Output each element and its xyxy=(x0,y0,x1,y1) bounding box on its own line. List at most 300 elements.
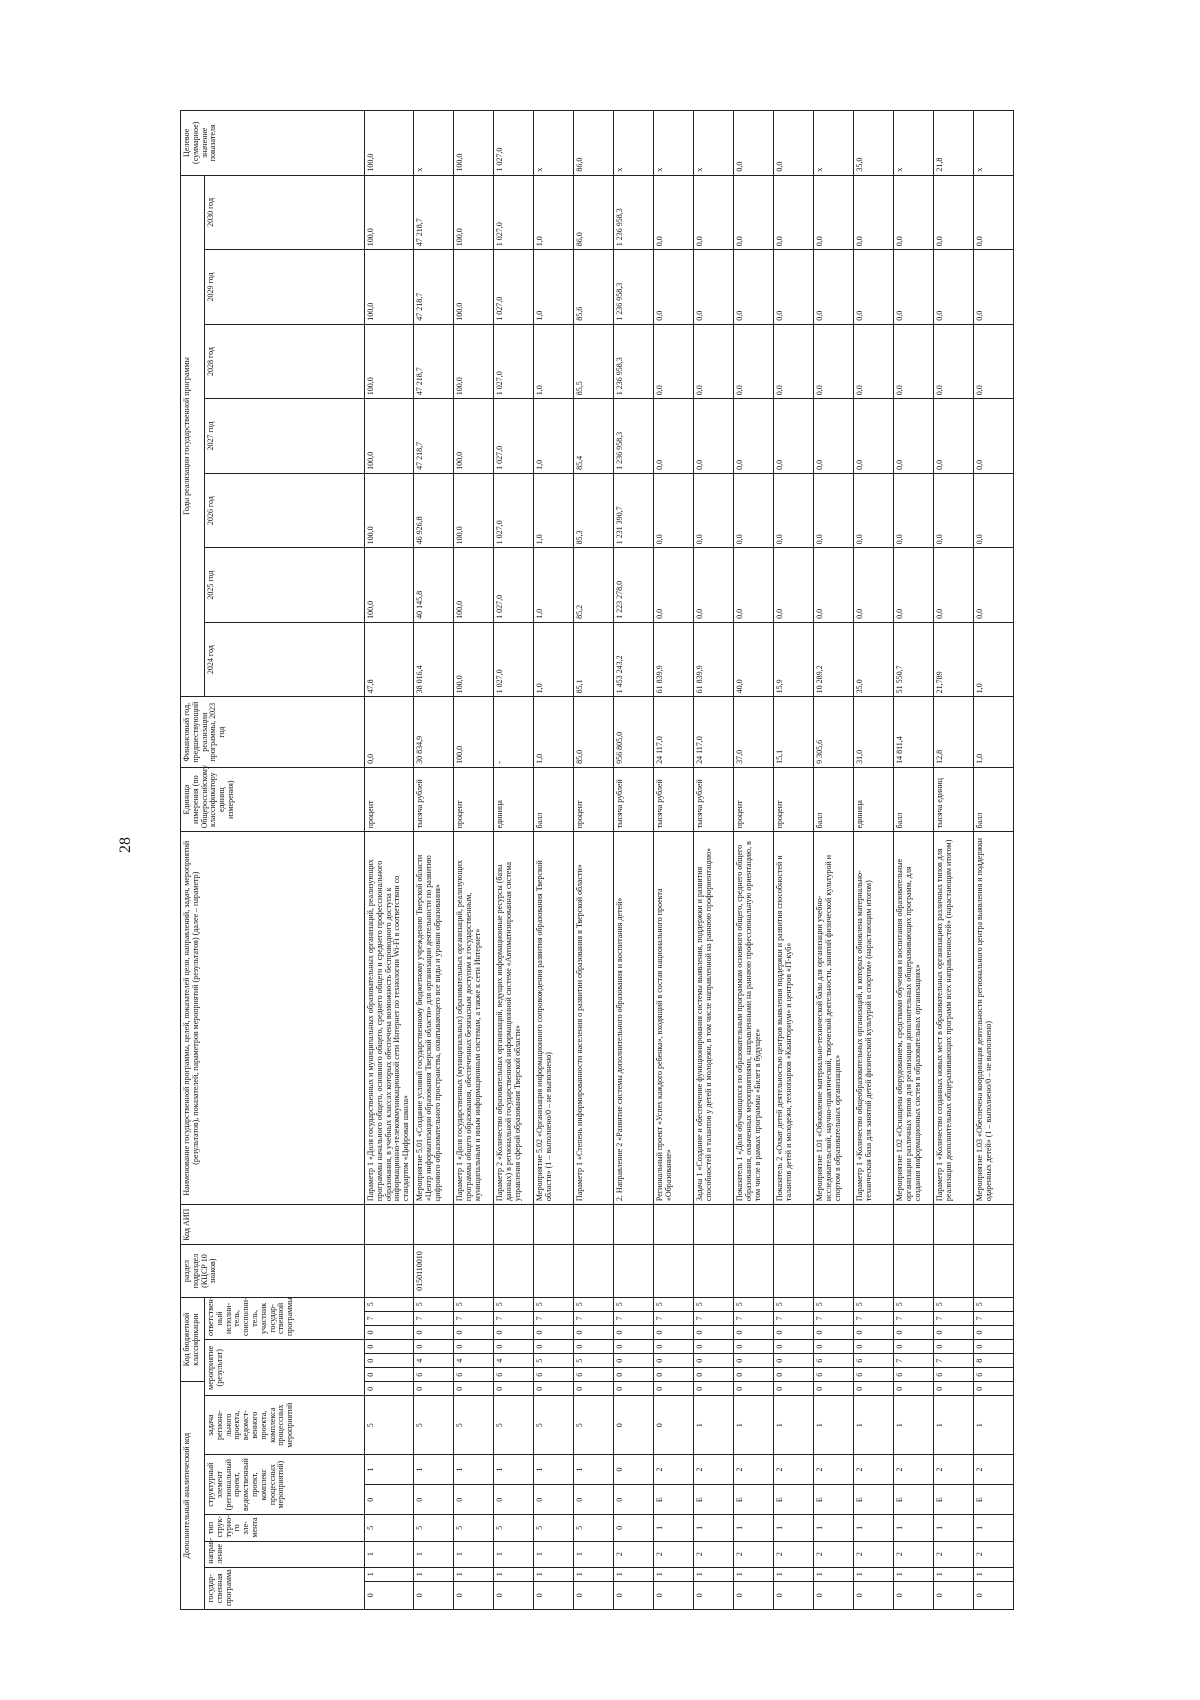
year-value: 1,0 xyxy=(533,175,573,250)
year-value: 0,0 xyxy=(693,250,733,325)
gp-code-b: 1 xyxy=(493,1567,533,1581)
measure-code-c: 7 xyxy=(933,1354,973,1368)
measure-code-a: 0 xyxy=(733,1382,773,1396)
year-value: 0,0 xyxy=(733,473,773,548)
admin-code-c: 5 xyxy=(453,1297,493,1311)
kcsr-code xyxy=(493,1245,533,1297)
row-target: 1 027,0 xyxy=(493,111,533,176)
year-value: 1 027,0 xyxy=(493,175,533,250)
year-value: 0,0 xyxy=(733,548,773,623)
year-value: 85,4 xyxy=(573,399,613,474)
year-value: 0,0 xyxy=(933,250,973,325)
year-value: 1 027,0 xyxy=(493,548,533,623)
gp-code-a: 0 xyxy=(653,1581,693,1609)
row-name: Мероприятие 1.01 «Обновление материально-технической базы для организации учебно-исследовательской, научно-практической, творческой деятельности, занятий физической культурой и спортом в образовательных организациях» xyxy=(813,832,853,1205)
gp-code-b: 1 xyxy=(693,1567,733,1581)
year-value: 1,0 xyxy=(533,548,573,623)
gp-code-b: 1 xyxy=(773,1567,813,1581)
measure-code-c: 0 xyxy=(613,1354,653,1368)
row-fin-value: 9 305,6 xyxy=(813,697,853,768)
aip-code xyxy=(973,1205,1013,1245)
row-name: Мероприятие 5.02 «Организация информационного сопровождения развития образования Тверской области» (1 – выполнено/0 – не выполнено) xyxy=(533,832,573,1205)
year-value: 0,0 xyxy=(973,399,1013,474)
measure-code-a: 0 xyxy=(693,1382,733,1396)
measure-code-d: 0 xyxy=(973,1340,1013,1354)
year-value: 1 236 958,3 xyxy=(613,175,653,250)
admin-code-b: 7 xyxy=(933,1311,973,1325)
gp-code-a: 0 xyxy=(453,1581,493,1609)
year-value: 0,0 xyxy=(853,250,893,325)
year-value: 0,0 xyxy=(813,399,853,474)
measure-code-d: 0 xyxy=(933,1340,973,1354)
row-name: Параметр 1 «Количество созданных новых мест в образовательных организациях различных типов для реализации дополнительных общеразвивающих программ всех направленностей» (нарастающим итогом) xyxy=(933,832,973,1205)
admin-code-a: 0 xyxy=(893,1325,933,1339)
year-value: 0,0 xyxy=(773,399,813,474)
struct-element-code-b: 2 xyxy=(733,1454,773,1484)
row-unit: единица xyxy=(853,767,893,831)
year-value: 0,0 xyxy=(653,175,693,250)
row-name: Параметр 1 «Степень информированности населения о развитии образования в Тверской области» xyxy=(573,832,613,1205)
admin-code-a: 0 xyxy=(733,1325,773,1339)
admin-code-a: 0 xyxy=(613,1325,653,1339)
row-target: х xyxy=(613,111,653,176)
admin-code-a: 0 xyxy=(933,1325,973,1339)
row-unit: процент xyxy=(453,767,493,831)
struct-type-code: 5 xyxy=(413,1515,453,1541)
gp-code-a: 0 xyxy=(573,1581,613,1609)
year-value: 0,0 xyxy=(933,473,973,548)
year-value: 0,0 xyxy=(933,324,973,399)
row-name: Мероприятие 5.01 «Создание условий государственному бюджетному учреждению Тверской области «Центр информатизации образования Тверской области» для организации деятельности по развитию цифрового образовательного пространства, охватывающего все виды и уровни образования» xyxy=(413,832,453,1205)
table-row xyxy=(453,111,493,1610)
struct-element-code-b: 2 xyxy=(973,1454,1013,1484)
struct-element-code-a: Е xyxy=(813,1485,853,1515)
row-unit: процент xyxy=(573,767,613,831)
row-unit: единица xyxy=(493,767,533,831)
struct-type-code: 1 xyxy=(933,1515,973,1541)
table-row xyxy=(613,111,653,1610)
direction-code: 2 xyxy=(933,1541,973,1567)
year-value: 0,0 xyxy=(733,324,773,399)
row-name: Параметр 2 «Количество образовательных организаций, ведущих информационные ресурсы (базы данных) в региональной государственной информационной системе «Автоматизированная система управления сферой образования Тверской области» xyxy=(493,832,533,1205)
aip-code xyxy=(533,1205,573,1245)
year-value: 100,0 xyxy=(365,175,414,250)
task-code: 0 xyxy=(653,1396,693,1454)
kcsr-code xyxy=(813,1245,853,1297)
admin-code-b: 7 xyxy=(413,1311,453,1325)
header-measure: мероприятие (результат) xyxy=(205,1340,365,1396)
row-target: х xyxy=(413,111,453,176)
row-target: х xyxy=(973,111,1013,176)
year-value: 100,0 xyxy=(453,250,493,325)
measure-code-c: 0 xyxy=(653,1354,693,1368)
direction-code: 1 xyxy=(453,1541,493,1567)
row-name: Параметр 1 «Доля государственных и муниципальных образовательных организаций, реализующих программы начального общего, основного общего, среднего общего и среднего профессионального образования, в учебных классах которых обеспечена возможность беспроводного доступа к информационно-телекоммуникационной сети Интернет по технологии Wi-Fi в соответствии со стандартом «Цифровая школа» xyxy=(365,832,414,1205)
gp-code-a: 0 xyxy=(365,1581,414,1609)
row-unit: тысяча рублей xyxy=(693,767,733,831)
struct-element-code-b: 2 xyxy=(773,1454,813,1484)
measure-code-c: 0 xyxy=(773,1354,813,1368)
direction-code: 2 xyxy=(893,1541,933,1567)
year-value: 0,0 xyxy=(653,548,693,623)
row-fin-value: 14 811,4 xyxy=(893,697,933,768)
measure-code-d: 0 xyxy=(533,1340,573,1354)
task-code: 1 xyxy=(773,1396,813,1454)
measure-code-b: 6 xyxy=(853,1368,893,1382)
year-value: 0,0 xyxy=(813,250,853,325)
year-value: 1 223 278,0 xyxy=(613,548,653,623)
measure-code-d: 0 xyxy=(853,1340,893,1354)
header-year-2024: 2024 год xyxy=(205,622,365,697)
table-row xyxy=(413,111,453,1610)
aip-code xyxy=(733,1205,773,1245)
year-value: 47 218,7 xyxy=(413,175,453,250)
year-value: 0,0 xyxy=(933,399,973,474)
measure-code-c: 0 xyxy=(693,1354,733,1368)
task-code: 1 xyxy=(853,1396,893,1454)
row-name: Параметр 1 «Количество общеобразовательных организаций, в которых обновлена материально-техническая база для занятий детей физической культурой и спортом» (нарастающим итогом) xyxy=(853,832,893,1205)
table-row xyxy=(933,111,973,1610)
measure-code-d: 0 xyxy=(453,1340,493,1354)
direction-code: 1 xyxy=(365,1541,414,1567)
year-value: 0,0 xyxy=(933,175,973,250)
direction-code: 2 xyxy=(733,1541,773,1567)
struct-type-code: 1 xyxy=(853,1515,893,1541)
admin-code-a: 0 xyxy=(973,1325,1013,1339)
measure-code-c: 5 xyxy=(573,1354,613,1368)
year-value: 0,0 xyxy=(653,324,693,399)
kcsr-code: 0150110010 xyxy=(413,1245,453,1297)
gp-code-b: 1 xyxy=(453,1567,493,1581)
admin-code-b: 7 xyxy=(693,1311,733,1325)
measure-code-d: 0 xyxy=(613,1340,653,1354)
measure-code-d: 0 xyxy=(733,1340,773,1354)
admin-code-b: 7 xyxy=(573,1311,613,1325)
table-row xyxy=(813,111,853,1610)
measure-code-c: 4 xyxy=(493,1354,533,1368)
year-value: 0,0 xyxy=(973,324,1013,399)
gp-code-a: 0 xyxy=(693,1581,733,1609)
row-unit: балл xyxy=(893,767,933,831)
year-value: 0,0 xyxy=(693,473,733,548)
measure-code-a: 0 xyxy=(573,1382,613,1396)
admin-code-c: 5 xyxy=(933,1297,973,1311)
header-section: раздел подраздел (КЦСР 10 знаков) xyxy=(181,1245,365,1297)
year-value: 10 289,2 xyxy=(813,622,853,697)
kcsr-code xyxy=(733,1245,773,1297)
year-value: 0,0 xyxy=(933,548,973,623)
header-year-2028: 2028 год xyxy=(205,324,365,399)
admin-code-a: 0 xyxy=(493,1325,533,1339)
struct-element-code-b: 2 xyxy=(693,1454,733,1484)
gp-code-b: 1 xyxy=(613,1567,653,1581)
year-value: 0,0 xyxy=(853,399,893,474)
year-value: 46 926,8 xyxy=(413,473,453,548)
aip-code xyxy=(613,1205,653,1245)
year-value: 100,0 xyxy=(365,324,414,399)
struct-type-code: 5 xyxy=(493,1515,533,1541)
header-admin: ответствен-ный исполни-тель, соисполни-тель, участник государ-ственной программы xyxy=(205,1297,365,1339)
kcsr-code xyxy=(693,1245,733,1297)
year-value: 1,0 xyxy=(533,473,573,548)
measure-code-a: 0 xyxy=(853,1382,893,1396)
struct-element-code-b: 2 xyxy=(653,1454,693,1484)
measure-code-b: 6 xyxy=(413,1368,453,1382)
direction-code: 2 xyxy=(613,1541,653,1567)
row-fin-value: 15,1 xyxy=(773,697,813,768)
header-fin-year: Финансовый год, предшествующий реализации программы, 2023 год xyxy=(181,697,365,768)
year-value: 100,0 xyxy=(365,548,414,623)
struct-type-code: 1 xyxy=(653,1515,693,1541)
struct-element-code-b: 1 xyxy=(533,1454,573,1484)
gp-code-b: 1 xyxy=(853,1567,893,1581)
header-struct-type: тип струк-турно-го эле-мента xyxy=(205,1515,365,1541)
kcsr-code xyxy=(853,1245,893,1297)
year-value: 0,0 xyxy=(733,250,773,325)
year-value: 0,0 xyxy=(853,175,893,250)
struct-element-code-a: 0 xyxy=(573,1485,613,1515)
row-target: 100,0 xyxy=(365,111,414,176)
admin-code-a: 0 xyxy=(453,1325,493,1339)
year-value: 1 236 958,3 xyxy=(613,399,653,474)
row-unit: балл xyxy=(533,767,573,831)
year-value: 86,0 xyxy=(573,175,613,250)
struct-element-code-b: 1 xyxy=(413,1454,453,1484)
year-value: 1 027,0 xyxy=(493,622,533,697)
year-value: 85,3 xyxy=(573,473,613,548)
row-name: Параметр 1 «Доля государственных (муниципальных) образовательных организаций, реализующих программы общего образования, обеспеченных безопасным доступом к государственным, муниципальным и иным информационным системам, а также к сети Интернет» xyxy=(453,832,493,1205)
year-value: 85,2 xyxy=(573,548,613,623)
year-value: 0,0 xyxy=(893,473,933,548)
admin-code-c: 5 xyxy=(653,1297,693,1311)
struct-element-code-a: Е xyxy=(773,1485,813,1515)
year-value: 0,0 xyxy=(853,473,893,548)
kcsr-code xyxy=(573,1245,613,1297)
year-value: 0,0 xyxy=(893,175,933,250)
gp-code-b: 1 xyxy=(533,1567,573,1581)
year-value: 0,0 xyxy=(693,548,733,623)
year-value: 1 453 243,2 xyxy=(613,622,653,697)
aip-code xyxy=(413,1205,453,1245)
year-value: 100,0 xyxy=(365,250,414,325)
kcsr-code xyxy=(365,1245,414,1297)
table-row xyxy=(693,111,733,1610)
table-row xyxy=(893,111,933,1610)
direction-code: 1 xyxy=(533,1541,573,1567)
measure-code-b: 0 xyxy=(693,1368,733,1382)
admin-code-c: 5 xyxy=(493,1297,533,1311)
year-value: 0,0 xyxy=(973,175,1013,250)
task-code: 1 xyxy=(933,1396,973,1454)
row-fin-value: 30 834,9 xyxy=(413,697,453,768)
measure-code-b: 6 xyxy=(813,1368,853,1382)
year-value: 1 236 958,3 xyxy=(613,250,653,325)
year-value: 1,0 xyxy=(533,250,573,325)
header-year-2027: 2027 год xyxy=(205,399,365,474)
year-value: 35,0 xyxy=(853,622,893,697)
row-target: 0,0 xyxy=(733,111,773,176)
aip-code xyxy=(365,1205,414,1245)
measure-code-b: 6 xyxy=(573,1368,613,1382)
year-value: 61 839,9 xyxy=(653,622,693,697)
row-target: 21,8 xyxy=(933,111,973,176)
year-value: 1,0 xyxy=(533,324,573,399)
row-unit: тысяча рублей xyxy=(653,767,693,831)
gp-code-b: 1 xyxy=(413,1567,453,1581)
year-value: 0,0 xyxy=(693,324,733,399)
year-value: 0,0 xyxy=(653,473,693,548)
table-row xyxy=(973,111,1013,1610)
header-additional-code: Дополнительный аналитический код xyxy=(181,1382,205,1610)
measure-code-d: 0 xyxy=(693,1340,733,1354)
struct-element-code-b: 1 xyxy=(365,1454,414,1484)
row-target: х xyxy=(813,111,853,176)
gp-code-b: 1 xyxy=(893,1567,933,1581)
measure-code-a: 0 xyxy=(933,1382,973,1396)
struct-element-code-a: Е xyxy=(893,1485,933,1515)
struct-element-code-b: 1 xyxy=(493,1454,533,1484)
year-value: 40,0 xyxy=(733,622,773,697)
measure-code-b: 0 xyxy=(365,1368,414,1382)
struct-type-code: 1 xyxy=(973,1515,1013,1541)
year-value: 100,0 xyxy=(453,324,493,399)
admin-code-b: 7 xyxy=(365,1311,414,1325)
header-budget-code: Код бюджетной классификации xyxy=(181,1297,205,1382)
header-struct-element: структурный элемент (региональный проект, ведомственный проект, комплекс процессных мероприятий) xyxy=(205,1454,365,1514)
struct-element-code-b: 1 xyxy=(573,1454,613,1484)
header-gp: государ-ственная программа xyxy=(205,1567,365,1609)
header-target: Целевое (суммарное) значение показателя xyxy=(181,111,365,176)
aip-code xyxy=(933,1205,973,1245)
year-value: 1,0 xyxy=(973,622,1013,697)
table-row xyxy=(573,111,613,1610)
struct-element-code-a: 0 xyxy=(365,1485,414,1515)
aip-code xyxy=(453,1205,493,1245)
kcsr-code xyxy=(453,1245,493,1297)
gp-code-a: 0 xyxy=(853,1581,893,1609)
row-fin-value: 85,0 xyxy=(573,697,613,768)
struct-type-code: 5 xyxy=(573,1515,613,1541)
row-target: 100,0 xyxy=(453,111,493,176)
row-target: 86,0 xyxy=(573,111,613,176)
admin-code-c: 5 xyxy=(893,1297,933,1311)
year-value: 0,0 xyxy=(693,399,733,474)
measure-code-d: 0 xyxy=(493,1340,533,1354)
struct-type-code: 1 xyxy=(773,1515,813,1541)
admin-code-a: 0 xyxy=(365,1325,414,1339)
year-value: 0,0 xyxy=(893,250,933,325)
year-value: 100,0 xyxy=(453,399,493,474)
year-value: 100,0 xyxy=(453,622,493,697)
year-value: 1 027,0 xyxy=(493,399,533,474)
task-code: 5 xyxy=(533,1396,573,1454)
task-code: 5 xyxy=(453,1396,493,1454)
row-unit: тысяча рублей xyxy=(613,767,653,831)
year-value: 100,0 xyxy=(365,399,414,474)
gp-code-b: 1 xyxy=(653,1567,693,1581)
row-name: Задача 1 «Создание и обеспечение функционирования системы выявления, поддержки и развития способностей и талантов у детей и молодежи, в том числе направленной на раннюю профориентацию» xyxy=(693,832,733,1205)
year-value: 0,0 xyxy=(973,250,1013,325)
measure-code-d: 0 xyxy=(653,1340,693,1354)
admin-code-c: 5 xyxy=(853,1297,893,1311)
struct-type-code: 5 xyxy=(533,1515,573,1541)
struct-element-code-b: 2 xyxy=(933,1454,973,1484)
row-fin-value: 31,0 xyxy=(853,697,893,768)
year-value: 85,6 xyxy=(573,250,613,325)
rotated-table-sheet xyxy=(180,110,1160,1610)
gp-code-b: 1 xyxy=(813,1567,853,1581)
aip-code xyxy=(693,1205,733,1245)
year-value: 0,0 xyxy=(813,473,853,548)
year-value: 21,789 xyxy=(933,622,973,697)
measure-code-c: 7 xyxy=(893,1354,933,1368)
measure-code-d: 0 xyxy=(365,1340,414,1354)
measure-code-a: 0 xyxy=(773,1382,813,1396)
kcsr-code xyxy=(933,1245,973,1297)
measure-code-b: 6 xyxy=(933,1368,973,1382)
header-name: Наименование государственной программы, целей, показателей цели, направлений, задач, мероприятий (результатов), показателей, параметров мероприятий (результатов) (далее – параметр) xyxy=(181,832,365,1205)
admin-code-b: 7 xyxy=(893,1311,933,1325)
admin-code-b: 7 xyxy=(533,1311,573,1325)
measure-code-b: 6 xyxy=(533,1368,573,1382)
struct-element-code-a: 0 xyxy=(533,1485,573,1515)
row-name: Показатель 1 «Доля обучающихся по образовательным программам основного общего, среднего общего образования, охваченных мероприятиями, направленными на раннюю профессиональную ориентацию, в том числе в рамках программы «Билет в будущее» xyxy=(733,832,773,1205)
direction-code: 2 xyxy=(693,1541,733,1567)
measure-code-a: 0 xyxy=(365,1382,414,1396)
direction-code: 2 xyxy=(853,1541,893,1567)
year-value: 0,0 xyxy=(813,175,853,250)
measure-code-c: 6 xyxy=(853,1354,893,1368)
admin-code-c: 5 xyxy=(613,1297,653,1311)
admin-code-c: 5 xyxy=(973,1297,1013,1311)
year-value: 38 016,4 xyxy=(413,622,453,697)
year-value: 61 839,9 xyxy=(693,622,733,697)
kcsr-code xyxy=(893,1245,933,1297)
gp-code-b: 1 xyxy=(733,1567,773,1581)
year-value: 0,0 xyxy=(893,548,933,623)
measure-code-a: 0 xyxy=(893,1382,933,1396)
task-code: 5 xyxy=(413,1396,453,1454)
year-value: 47,8 xyxy=(365,622,414,697)
row-fin-value: 956 805,0 xyxy=(613,697,653,768)
struct-element-code-a: 0 xyxy=(493,1485,533,1515)
table-row xyxy=(853,111,893,1610)
header-aip: Код АИП xyxy=(181,1205,365,1245)
year-value: 0,0 xyxy=(653,250,693,325)
admin-code-b: 7 xyxy=(453,1311,493,1325)
year-value: 1 236 958,3 xyxy=(613,324,653,399)
table-row xyxy=(733,111,773,1610)
measure-code-b: 0 xyxy=(773,1368,813,1382)
row-target: х xyxy=(693,111,733,176)
row-unit: тысяча единиц xyxy=(933,767,973,831)
measure-code-a: 0 xyxy=(413,1382,453,1396)
year-value: 0,0 xyxy=(893,324,933,399)
table-row xyxy=(773,111,813,1610)
year-value: 0,0 xyxy=(853,548,893,623)
struct-element-code-b: 2 xyxy=(813,1454,853,1484)
row-unit: балл xyxy=(813,767,853,831)
header-year-2029: 2029 год xyxy=(205,250,365,325)
table-row xyxy=(493,111,533,1610)
admin-code-b: 7 xyxy=(733,1311,773,1325)
measure-code-b: 0 xyxy=(733,1368,773,1382)
year-value: 0,0 xyxy=(813,548,853,623)
task-code: 5 xyxy=(365,1396,414,1454)
gp-code-a: 0 xyxy=(933,1581,973,1609)
admin-code-b: 7 xyxy=(853,1311,893,1325)
year-value: 0,0 xyxy=(773,324,813,399)
